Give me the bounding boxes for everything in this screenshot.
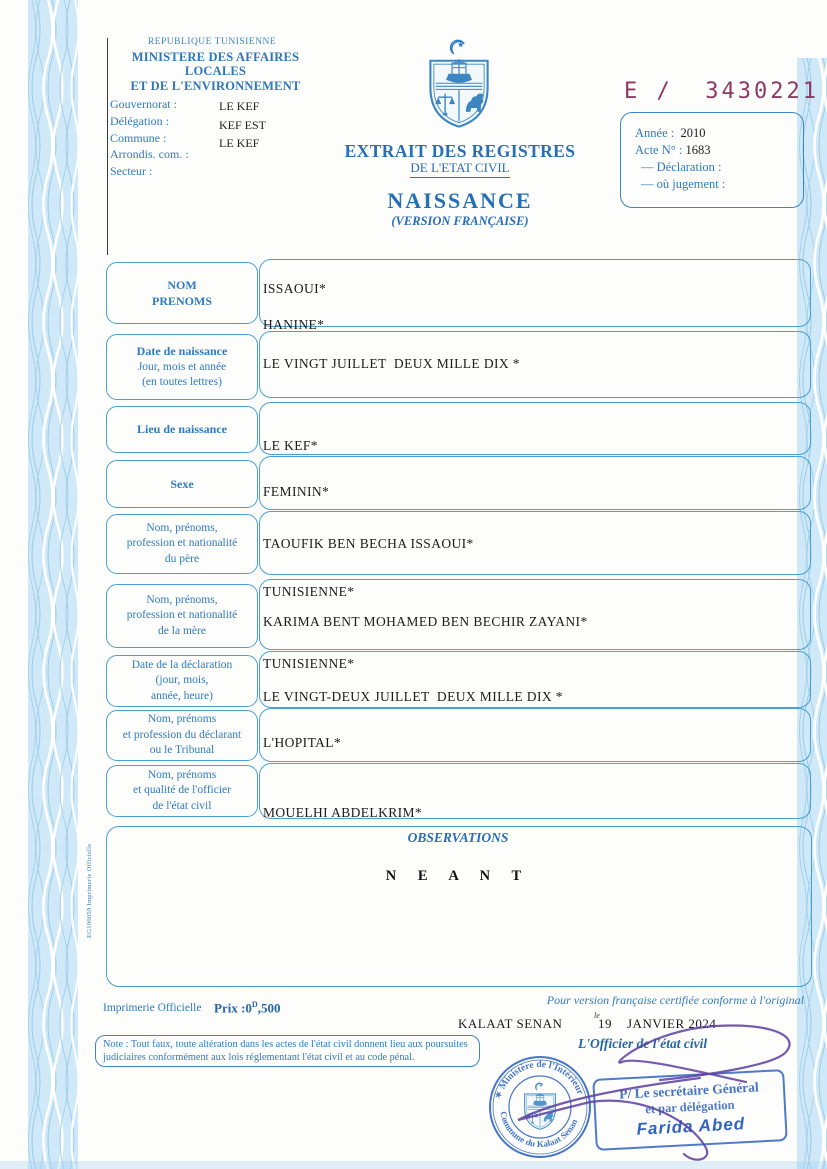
- round-municipal-stamp: [488, 1053, 592, 1161]
- officer-name-value: MOUELHI ABDELKRIM*: [263, 805, 423, 820]
- stamp-line2: et par délégation: [644, 1097, 735, 1117]
- declaration-date-value: LE VINGT-DEUX JUILLET DEUX MILLE DIX *: [263, 689, 563, 704]
- gouvernorat-label: Gouvernorat :: [110, 97, 177, 111]
- certification-note: Pour version française certifiée conforme à l'original: [546, 993, 804, 1007]
- printer-reference-caption: EG100059 Imprimerie Officielle: [86, 843, 93, 938]
- serial-number: E / 3430221: [624, 79, 819, 104]
- legal-note-box: [95, 1035, 480, 1067]
- mother-name-value: KARIMA BENT MOHAMED BEN BECHIR ZAYANI*: [263, 614, 588, 629]
- father-nationality-value: TUNISIENNE*: [263, 584, 355, 599]
- round-stamp-bottom-text: Commune du Kalaat Senan: [498, 1110, 580, 1150]
- round-stamp-emblem: [525, 1083, 556, 1129]
- ministry-line1: MINISTERE DES AFFAIRES LOCALES: [131, 50, 300, 79]
- secteur-label: Secteur :: [110, 164, 153, 179]
- date-value: 19 JANVIER 2024: [598, 1016, 717, 1031]
- birth-place-value: LE KEF*: [263, 438, 318, 453]
- gouvernorat-value: LE KEF: [219, 99, 260, 113]
- sex-value: FEMININ*: [263, 484, 330, 499]
- guilloche-left-border: [26, 0, 80, 1169]
- field-label-officier: Nom, prénoms et qualité de l'officier de l'état civil: [106, 765, 258, 817]
- field-label-pere: Nom, prénoms, profession et nationalité du père: [106, 514, 258, 574]
- observations-box: [106, 826, 812, 987]
- commune-value: LE KEF: [219, 136, 260, 150]
- document-subtitle: DE L'ETAT CIVIL: [410, 160, 509, 178]
- acte-label: Acte N° :: [635, 143, 683, 157]
- place-value: KALAAT SENAN: [458, 1016, 563, 1031]
- field-label-date-naissance: Date de naissance Jour, mois et année (en toutes lettres): [106, 334, 258, 400]
- declaration-label: — Déclaration :: [641, 160, 722, 174]
- republic-heading: REPUBLIQUE TUNISIENNE: [147, 37, 277, 47]
- declarant-value: L'HOPITAL*: [263, 735, 342, 750]
- stamp-line1: P/ Le secrétaire Général: [618, 1079, 760, 1102]
- version-subtitle: (VERSION FRANÇAISE): [391, 214, 529, 228]
- given-name-value: HANINE*: [263, 317, 325, 332]
- naissance-title: NAISSANCE: [387, 188, 533, 213]
- observations-title: OBSERVATIONS: [407, 830, 509, 845]
- field-label-declarant: Nom, prénoms et profession du déclarant ou le Tribunal: [106, 710, 258, 761]
- acte-value: 1683: [685, 143, 711, 157]
- value-box-lieu: [259, 402, 811, 455]
- tunisia-coat-of-arms: [420, 33, 498, 137]
- surname-value: ISSAOUI*: [263, 281, 327, 296]
- delegation-value: KEF EST: [219, 117, 267, 132]
- commune-label: Commune :: [110, 130, 167, 145]
- field-label-date-declaration: Date de la déclaration (jour, mois, année, heure): [106, 655, 258, 707]
- value-box-declarant: [259, 708, 811, 762]
- document-title: EXTRAIT DES REGISTRES: [344, 141, 576, 161]
- mother-nationality-value: TUNISIENNE*: [263, 656, 355, 671]
- field-label-sexe: Sexe: [106, 460, 258, 508]
- value-box-nom: [259, 259, 811, 327]
- secretary-general-stamp: [592, 1069, 788, 1151]
- price-label: Prix $:0^D,500$: [214, 1000, 281, 1016]
- admin-values: [219, 97, 266, 153]
- field-label-nom-prenoms: NOM PRENOMS: [106, 262, 258, 324]
- arrondissement-label: Arrondis. com. :: [110, 147, 189, 162]
- delegation-label: Délégation :: [110, 113, 169, 128]
- observations-value: N E A N T: [385, 868, 531, 884]
- bottom-edge-band: [0, 1161, 827, 1169]
- birth-date-value: LE VINGT JUILLET DEUX MILLE DIX *: [263, 356, 520, 371]
- stamp-signatory-name: Farida Abed: [636, 1114, 746, 1139]
- act-info-box: Année : 2010 Acte N° : 1683 — Déclaration : — où jugement :: [620, 112, 804, 208]
- annee-label: Année :: [635, 126, 675, 140]
- legal-note-text: Note : Tout faux, toute altération dans les actes de l'état civil donnent lieu aux poursuites judiciaires conformément aux lois réglementant l'état civil et au code pénal.: [103, 1039, 468, 1063]
- field-label-mere: Nom, prénoms, profession et nationalité de la mère: [106, 584, 258, 648]
- date-le-label: le: [594, 1011, 600, 1020]
- admin-labels: [110, 96, 189, 180]
- officer-signature-title: L'Officier de l'état civil: [578, 1036, 708, 1051]
- jugement-label: — où jugement :: [641, 177, 726, 191]
- value-box-sexe: [259, 456, 811, 510]
- round-stamp-top-text: ✶ Ministère de l'Intérieur: [493, 1059, 585, 1101]
- imprimerie-label: Imprimerie Officielle: [103, 1002, 202, 1014]
- field-label-lieu-naissance: Lieu de naissance: [106, 406, 258, 453]
- ministry-line2: ET DE L'ENVIRONNEMENT: [130, 78, 301, 93]
- father-name-value: TAOUFIK BEN BECHA ISSAOUI*: [263, 536, 474, 551]
